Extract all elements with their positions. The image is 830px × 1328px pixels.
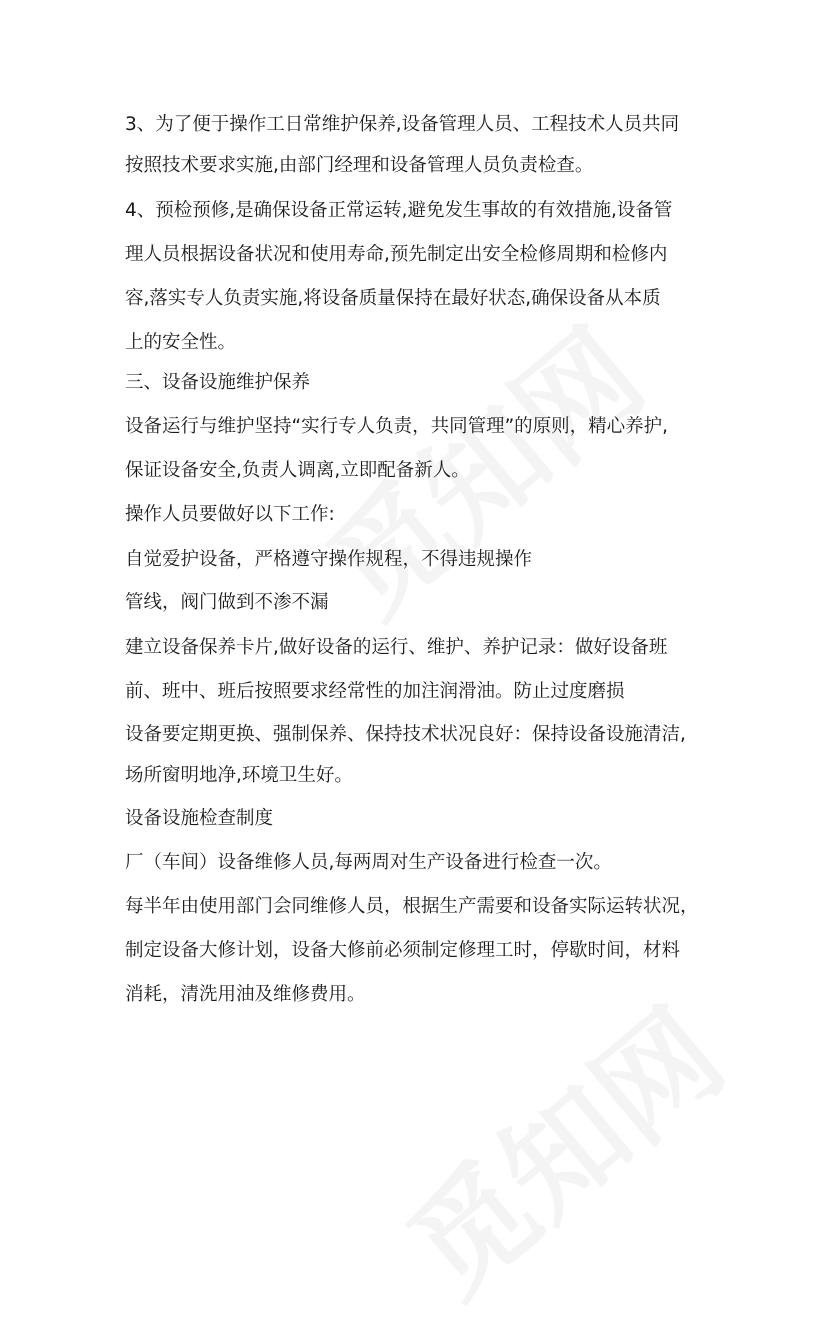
text-line: 上的安全性。 xyxy=(125,332,237,353)
text-line: 3、为了便于操作工日常维护保养,设备管理人员、工程技术人员共同 xyxy=(125,114,680,135)
text-line: 设备要定期更换、强制保养、保持技术状况良好：保持设备设施清洁, xyxy=(125,724,686,745)
text-line: 消耗，清洗用油及维修费用。 xyxy=(125,984,366,1005)
watermark-lower xyxy=(367,964,753,1327)
text-line: 管线，阀门做到不渗不漏 xyxy=(125,592,329,613)
text-line: 理人员根据设备状况和使用寿命,预先制定出安全检修周期和检修内 xyxy=(125,244,668,265)
text-line: 设备运行与维护坚持“实行专人负责，共同管理”的原则，精心养护, xyxy=(125,416,669,437)
text-line: 制定设备大修计划，设备大修前必须制定修理工时，停歇时间，材料 xyxy=(125,940,681,961)
text-line: 按照技术要求实施,由部门经理和设备管理人员负责检查。 xyxy=(125,155,594,176)
text-line: 厂（车间）设备维修人员,每两周对生产设备进行检查一次。 xyxy=(125,852,612,873)
text-line: 前、班中、班后按照要求经常性的加注润滑油。防止过度磨损 xyxy=(125,681,625,702)
text-line: 场所窗明地净,环境卫生好。 xyxy=(125,765,353,786)
text-line: 操作人员要做好以下工作: xyxy=(125,504,335,525)
section-heading: 设备设施检查制度 xyxy=(125,808,274,829)
section-heading: 三、设备设施维护保养 xyxy=(125,372,311,393)
text-line: 建立设备保养卡片,做好设备的运行、维护、养护记录：做好设备班 xyxy=(125,637,668,658)
text-line: 保证设备安全,负责人调离,立即配备新人。 xyxy=(125,460,470,481)
text-line: 4、预检预修,是确保设备正常运转,避免发生事故的有效措施,设备管 xyxy=(125,200,673,221)
text-line: 自觉爱护设备，严格遵守操作规程，不得违规操作 xyxy=(125,549,533,570)
text-line: 每半年由使用部门会同维修人员，根据生产需要和设备实际运转状况， xyxy=(125,896,699,917)
text-line: 容,落实专人负责实施,将设备质量保持在最好状态,确保设备从本质 xyxy=(125,288,661,309)
